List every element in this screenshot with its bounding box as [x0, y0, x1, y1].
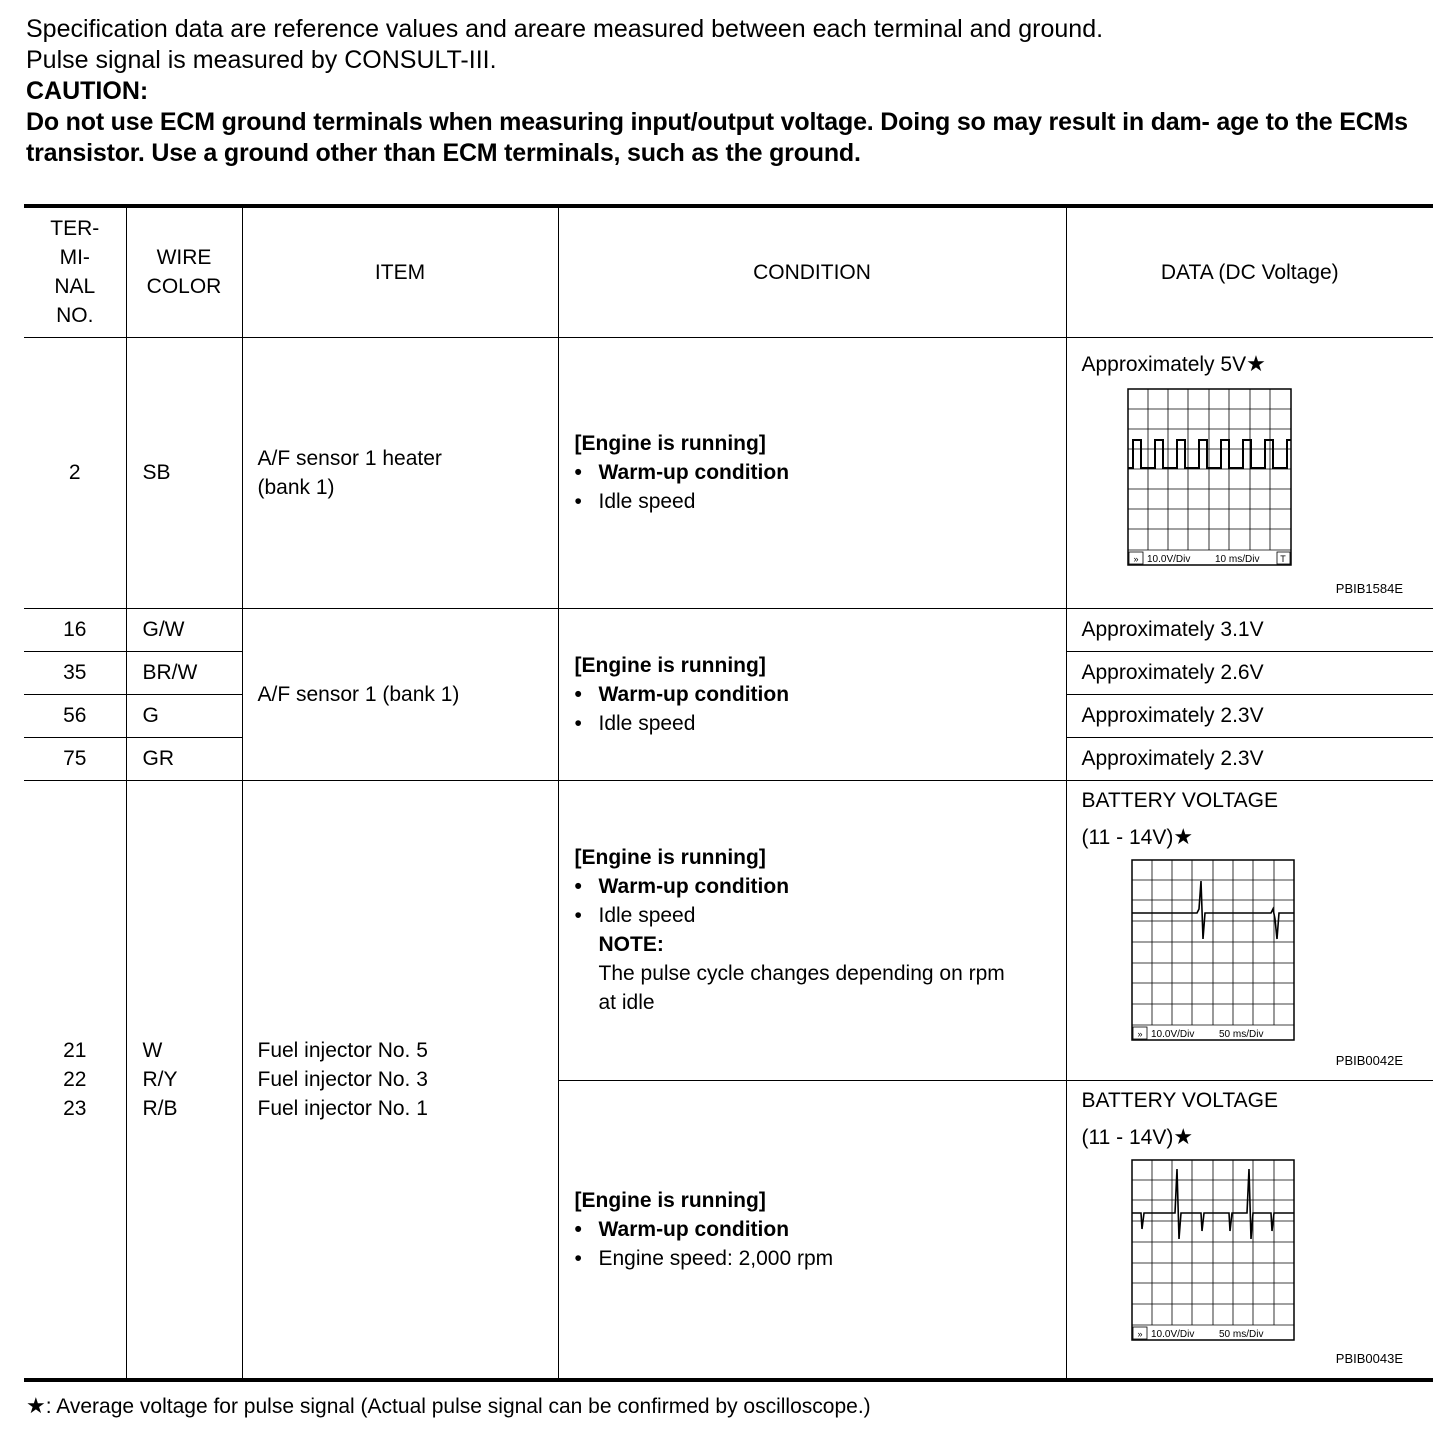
- data-value-line: BATTERY VOLTAGE: [1081, 1088, 1278, 1112]
- data-cell: Approximately 3.1V: [1066, 608, 1433, 651]
- scope-arrow-icon: »: [1132, 553, 1139, 564]
- data-cell: [1066, 780, 1433, 1080]
- condition-bullet: • Engine speed: 2,000 rpm: [575, 1244, 1066, 1273]
- table-row: [24, 337, 1433, 608]
- header-terminal-2: MI-: [59, 246, 90, 270]
- wire-color: SB: [126, 337, 242, 608]
- star-icon: ★: [1173, 823, 1194, 849]
- terminal-no: 23: [63, 1096, 87, 1120]
- header-item: ITEM: [242, 206, 558, 337]
- item-cell: [242, 337, 558, 608]
- scope-scale: 10.0V/Div: [1150, 1028, 1194, 1040]
- oscilloscope-waveform-1: [1127, 388, 1297, 568]
- item-line-2: (bank 1): [257, 475, 335, 499]
- scope-scale: 10.0V/Div: [1150, 1328, 1194, 1340]
- intro-line-2: Pulse signal is measured by CONSULT-III.: [26, 46, 497, 74]
- scope-arrow-icon: »: [1136, 1328, 1143, 1339]
- wire-color: G: [126, 694, 242, 737]
- header-condition: CONDITION: [558, 206, 1066, 337]
- condition-note: [575, 930, 1066, 1017]
- data-cell: [1066, 1080, 1433, 1380]
- note-text: at idle: [598, 991, 655, 1014]
- terminal-no: 2: [24, 337, 126, 608]
- data-value-line: BATTERY VOLTAGE: [1081, 788, 1278, 812]
- condition-bullet: • Warm-up condition: [575, 680, 1066, 709]
- header-terminal-4: NO.: [56, 304, 94, 328]
- wire-color: G/W: [126, 608, 242, 651]
- condition-bullet: • Warm-up condition: [575, 1215, 1066, 1244]
- terminal-no-group: [24, 780, 126, 1380]
- condition-bullet: • Idle speed: [575, 709, 1066, 738]
- condition-bullet: • Idle speed: [575, 487, 1066, 516]
- condition-heading: [Engine is running]: [574, 432, 766, 455]
- oscilloscope-waveform-2: [1131, 859, 1301, 1043]
- table-row: [24, 608, 1433, 651]
- condition-bullet: • Warm-up condition: [575, 872, 1066, 901]
- figure-id: PBIB0042E: [1335, 1052, 1403, 1068]
- header-wire-color: [126, 206, 242, 337]
- data-value-text: Approximately 5V: [1081, 352, 1247, 376]
- data-value-line: (11 - 14V): [1081, 825, 1174, 849]
- header-terminal-3: NAL: [54, 275, 96, 299]
- scope-time: 50 ms/Div: [1218, 1328, 1263, 1340]
- scope-time: 50 ms/Div: [1218, 1028, 1263, 1040]
- item-line: Fuel injector No. 1: [257, 1096, 428, 1120]
- terminal-no: 56: [24, 694, 126, 737]
- scope-scale: 10.0V/Div: [1146, 553, 1190, 565]
- item-line: Fuel injector No. 3: [257, 1067, 428, 1091]
- data-value: [1082, 783, 1434, 856]
- terminal-no: 16: [24, 608, 126, 651]
- data-cell: Approximately 2.3V: [1066, 737, 1433, 780]
- header-wire-1: WIRE: [156, 246, 212, 270]
- ecm-terminal-table: [24, 204, 1433, 1382]
- header-data: DATA (DC Voltage): [1066, 206, 1433, 337]
- item-line: Fuel injector No. 5: [257, 1038, 428, 1062]
- condition-bullet: • Idle speed: [575, 901, 1066, 930]
- intro-text: [26, 14, 1436, 169]
- data-cell: Approximately 2.3V: [1066, 694, 1433, 737]
- star-icon: ★: [1173, 1123, 1194, 1149]
- condition-cell: [558, 608, 1066, 780]
- wire-color: R/B: [142, 1096, 178, 1120]
- header-row: [24, 206, 1433, 337]
- caution-text-body: Do not use ECM ground terminals when measuring input/output voltage. Doing so may result in dam- age to the ECMs transistor. Use a ground other than ECM terminals, such as the ground.: [26, 108, 1408, 167]
- data-value: [1082, 346, 1434, 383]
- scope-arrow-icon: »: [1136, 1028, 1143, 1039]
- wire-color: BR/W: [126, 651, 242, 694]
- condition-heading: [Engine is running]: [574, 1188, 766, 1212]
- figure-id: PBIB0043E: [1335, 1351, 1403, 1366]
- terminal-no: 35: [24, 651, 126, 694]
- note-text: The pulse cycle changes depending on rpm: [598, 962, 1005, 985]
- data-value: [1082, 1083, 1434, 1156]
- condition-heading: [Engine is running]: [574, 653, 766, 677]
- condition-cell: [558, 1080, 1066, 1380]
- figure-id: PBIB1584E: [1335, 580, 1403, 596]
- oscilloscope-waveform-3: [1131, 1159, 1301, 1343]
- star-icon: ★: [1246, 350, 1266, 376]
- item-line-1: A/F sensor 1 heater: [257, 446, 442, 470]
- header-terminal-1: TER-: [50, 217, 100, 241]
- data-cell: Approximately 2.6V: [1066, 651, 1433, 694]
- terminal-no: 22: [63, 1067, 87, 1091]
- data-cell: [1066, 337, 1433, 608]
- table-row: [24, 780, 1433, 1080]
- intro-line-1: Specification data are reference values and areare measured between each terminal and ground.: [26, 15, 1104, 43]
- condition-cell: [558, 337, 1066, 608]
- condition-bullet: • Warm-up condition: [575, 458, 1066, 487]
- wire-color: W: [142, 1038, 163, 1062]
- wire-color: GR: [126, 737, 242, 780]
- scope-time: 10 ms/Div: [1214, 553, 1259, 565]
- item-cell: A/F sensor 1 (bank 1): [242, 608, 558, 780]
- wire-color: R/Y: [142, 1067, 178, 1091]
- footnote: [26, 1392, 871, 1421]
- terminal-no: 75: [24, 737, 126, 780]
- terminal-no: 21: [63, 1038, 87, 1062]
- header-wire-2: COLOR: [146, 275, 222, 299]
- note-label: NOTE:: [598, 933, 664, 956]
- condition-heading: [Engine is running]: [574, 846, 766, 869]
- data-value-line: (11 - 14V): [1081, 1125, 1174, 1149]
- condition-cell: [558, 780, 1066, 1080]
- wire-color-group: [126, 780, 242, 1380]
- star-icon: ★: [26, 1393, 46, 1418]
- header-terminal: [24, 206, 126, 337]
- footnote-text: : Average voltage for pulse signal (Actual pulse signal can be confirmed by oscilloscope.): [45, 1395, 871, 1418]
- item-cell: [242, 780, 558, 1380]
- caution-label: CAUTION:: [26, 77, 149, 105]
- caution-text: [26, 107, 1436, 169]
- scope-trigger: T: [1279, 553, 1286, 564]
